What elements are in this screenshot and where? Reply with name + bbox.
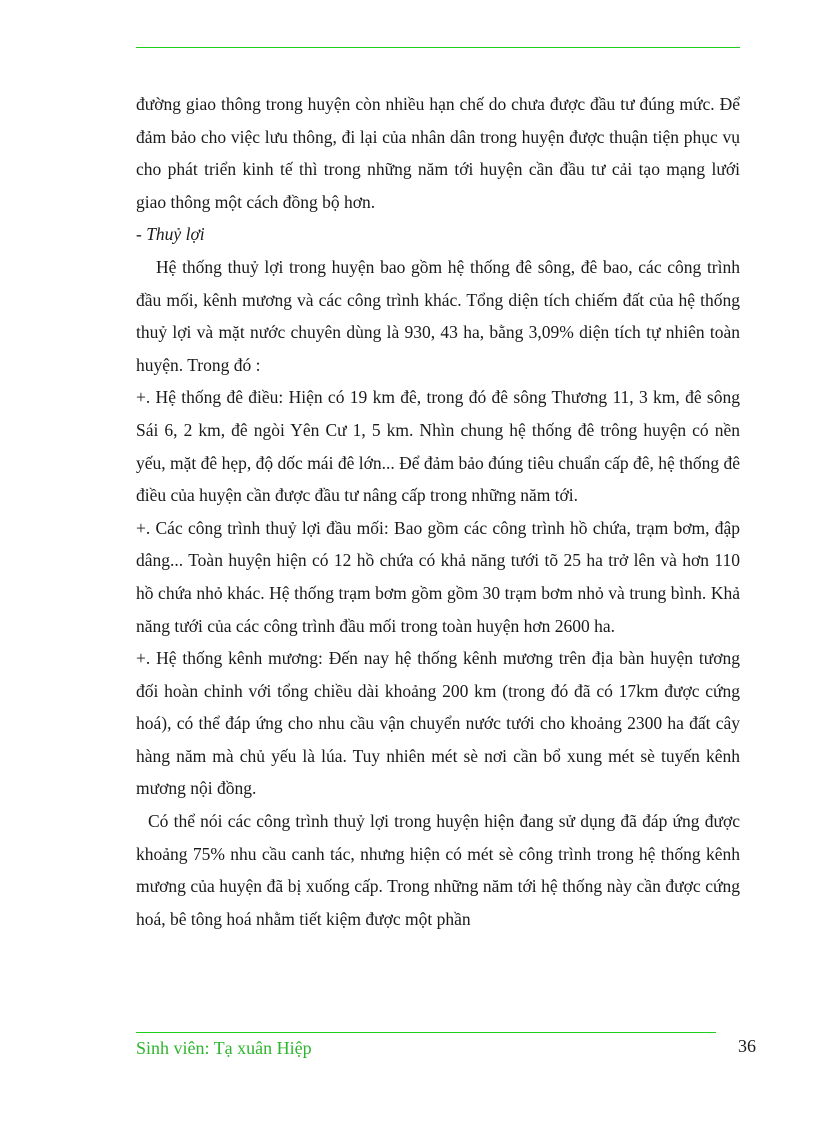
paragraph-dyke-system: +. Hệ thống đê điều: Hiện có 19 km đê, trong đó đê sông Thương 11, 3 km, đê sông Sái 6, 2 km, đê ngòi Yên Cư 1, 5 km. Nhìn chung hệ thống đê trông huyện có nền yếu, mặt đê hẹp, độ dốc mái đê lớn... Để đảm bảo đúng tiêu chuẩn cấp đê, hệ thống đê điều của huyện cần được đầu tư nâng cấp trong những năm tới. [136, 387, 740, 506]
section-heading-irrigation: - Thuỷ lợi [136, 224, 205, 245]
paragraph-canal-system: +. Hệ thống kênh mương: Đến nay hệ thống kênh mương trên địa bàn huyện tương đối hoàn chỉnh với tổng chiều dài khoảng 200 km (trong đó đã có 17km được cứng hoá), có thể đáp ứng cho nhu cầu vận chuyển nước tưới cho khoảng 2300 ha đất cây hàng năm mà chủ yếu là lúa. Tuy nhiên mét sè nơi cần bổ xung mét sè tuyến kênh mương nội đồng. [136, 648, 740, 799]
footer-author: Sinh viên: Tạ xuân Hiệp [136, 1038, 312, 1058]
header-rule [136, 47, 740, 48]
paragraph-irrigation-overview: Hệ thống thuỷ lợi trong huyện bao gồm hệ thống đê sông, đê bao, các công trình đầu mối, kênh mương và các công trình khác. Tổng diện tích chiếm đất của hệ thống thuỷ lợi và mặt nước chuyên dùng là 930, 43 ha, bằng 3,09% diện tích tự nhiên toàn huyện. Trong đó : [136, 256, 740, 375]
paragraph-headworks: +. Các công trình thuỷ lợi đầu mối: Bao gồm các công trình hồ chứa, trạm bơm, đập dâng... Toàn huyện hiện có 12 hồ chứa có khả năng tưới tõ 25 ha trở lên và hơn 110 hồ chứa nhỏ khác. Hệ thống trạm bơm gồm gồm 30 trạm bơm nhỏ và trung bình. Khả năng tưới của các công trình đầu mối trong toàn huyện hơn 2600 ha. [136, 517, 740, 636]
paragraph-conclusion: Có thể nói các công trình thuỷ lợi trong huyện hiện đang sử dụng đã đáp ứng được khoảng 75% nhu cầu canh tác, nhưng hiện có mét sè công trình trong hệ thống kênh mương của huyện đã bị xuống cấp. Trong những năm tới hệ thống này cần được cứng hoá, bê tông hoá nhằm tiết kiệm được một phần [136, 811, 740, 929]
footer-rule [136, 1032, 716, 1033]
paragraph-transport: đường giao thông trong huyện còn nhiều hạn chế do chưa được đầu tư đúng mức. Để đảm bảo cho việc lưu thông, đi lại của nhân dân trong huyện được thuận tiện phục vụ cho phát triển kinh tế thì trong những năm tới huyện cần đầu tư cải tạo mạng lưới giao thông một cách đồng bộ hơn. [136, 94, 740, 212]
page-body [136, 88, 740, 935]
page-number: 36 [738, 1036, 756, 1056]
